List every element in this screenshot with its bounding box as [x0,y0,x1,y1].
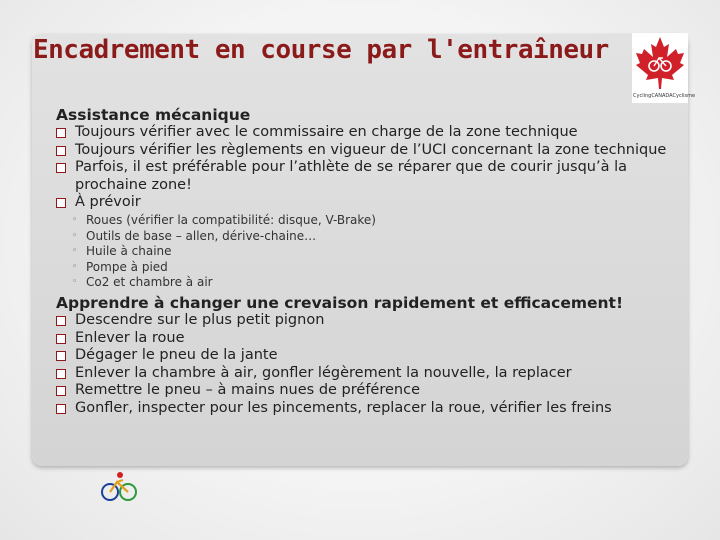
list-item [56,194,696,212]
checkbox-bullet-icon [56,386,66,396]
circle-bullet-icon: ◦ [72,246,78,257]
checkbox-bullet-icon [56,351,66,361]
sublist-item-text: Pompe à pied [86,259,168,274]
circle-bullet-icon: ◦ [72,277,78,288]
section-heading-flat-repair: Apprendre à changer une crevaison rapidement et efficacement! [56,293,624,312]
list-item-text: À prévoir [75,194,141,211]
sublist-item-text: Co2 et chambre à air [86,275,213,290]
checkbox-bullet-icon [56,404,66,414]
sublist-item-text: Roues (vérifier la compatibilité: disque, V-Brake) [86,212,376,227]
list-item-text: Toujours vérifier les règlements en vigueur de l’UCI concernant la zone technique [75,141,667,158]
sublist-item [56,260,696,276]
list-item-text: Toujours vérifier avec le commissaire en charge de la zone technique [75,124,578,140]
checkbox-bullet-icon [56,128,66,138]
list-item-text: Enlever la roue [75,329,185,346]
sublist-item [56,244,696,260]
list-item [56,347,696,365]
checkbox-bullet-icon [56,198,66,208]
checkbox-bullet-icon [56,316,66,326]
section-heading-mechanical-assistance: Assistance mécanique [56,106,251,124]
sublist-item [56,275,696,291]
checkbox-bullet-icon [56,369,66,379]
list-item [56,312,696,330]
circle-bullet-icon: ◦ [72,261,78,272]
list-item-text: Dégager le pneu de la jante [75,347,278,364]
slide-content [56,106,696,418]
sublist-item [56,229,696,245]
checkbox-bullet-icon [56,146,66,156]
sublist-item-text: Outils de base – allen, dérive-chaine… [86,228,317,243]
cycling-canada-logo [632,33,696,103]
list-item-text: Descendre sur le plus petit pignon [75,311,325,328]
list-item-text: Gonfler, inspecter pour les pincements, replacer la roue, vérifier les freins [75,399,612,416]
list-item [56,142,696,160]
list-item-text: Parfois, il est préférable pour l’athlète de se réparer que de courir jusqu’à la prochaine zone! [75,159,627,193]
cycling-canada-logo-text: CyclingCANADACyclisme [633,93,696,99]
sublist-item [56,213,696,229]
circle-bullet-icon: ◦ [72,230,78,241]
list-item [56,124,696,142]
list-item [56,382,696,400]
cycling-club-logo [96,470,144,514]
list-item [56,330,696,348]
list-item [56,400,696,418]
equipment-sublist [56,213,696,291]
checkbox-bullet-icon [56,163,66,173]
maple-leaf-icon [632,33,688,93]
slide-title: Encadrement en course par l'entraîneur [33,35,609,65]
list-item [56,159,696,194]
list-item [56,365,696,383]
circle-bullet-icon: ◦ [72,214,78,225]
list-item-text: Enlever la chambre à air, gonfler légèrement la nouvelle, la replacer [75,364,572,381]
list-item-text: Remettre le pneu – à mains nues de préférence [75,382,420,399]
cyclist-logo-icon [96,470,144,504]
checkbox-bullet-icon [56,334,66,344]
sublist-item-text: Huile à chaine [86,244,172,259]
